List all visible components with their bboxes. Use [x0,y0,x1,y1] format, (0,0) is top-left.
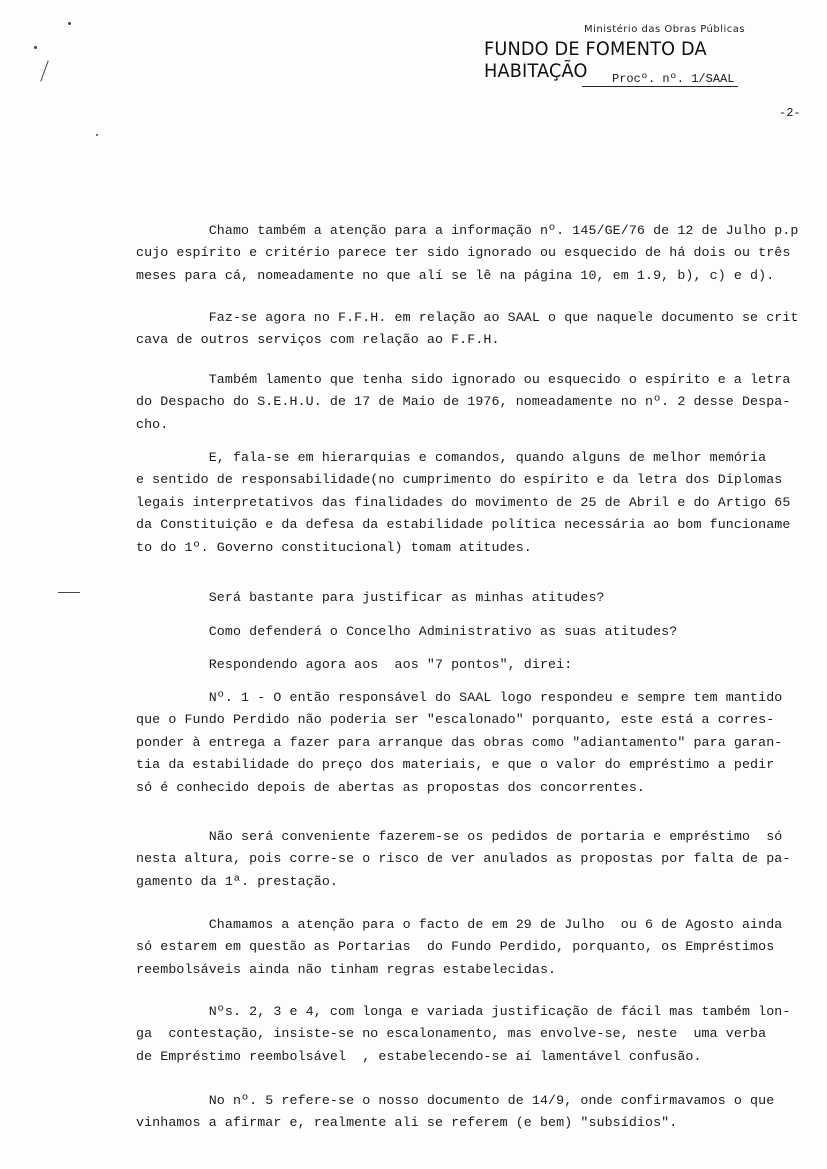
process-number: Procº. nº. 1/SAAL [582,72,738,87]
paragraph: No nº. 5 refere-se o nosso documento de 14/9, onde confirmavamos o que vinhamos a afirmar e, realmente ali se referem (e bem) "subsídios". [136,1093,775,1131]
paragraph: Faz-se agora no F.F.H. em relação ao SAAL o que naquele documento se crit cava de outros serviços com relação ao F.F.H. [136,310,799,348]
paragraph: Chamo também a atenção para a informação nº. 145/GE/76 de 12 de Julho p.p cujo espírito e critério parece ter sido ignorado ou esquecido de há dois ou três meses para cá, nomeadamente no que alí se lê na página 10, em 1.9, b), c) e d). [136,223,799,283]
paragraph: Chamamos a atenção para o facto de em 29 de Julho ou 6 de Agosto ainda só estarem em questão as Portarias do Fundo Perdido, porquanto, os Empréstimos reembolsáveis ainda não tinham regras estabelecidas. [136,917,783,977]
paragraph: Nº. 1 - O então responsável do SAAL logo respondeu e sempre tem mantido que o Fundo Perdido não poderia ser "escalonado" porquanto, este está a corres- ponder à entrega a fazer para arranque das obras como "adiantamento" para garan- tia da estabilidade do preço dos materiais, e que o valor do empréstimo a pedir só é conhecido depois de abertas as propostas dos concorrentes. [136,690,783,795]
paragraph: Também lamento que tenha sido ignorado ou esquecido o espírito e a letra do Despacho do S.E.H.U. de 17 de Maio de 1976, nomeadamente no nº. 2 desse Despa- cho. [136,372,791,432]
margin-mark [34,46,37,49]
paragraph: Como defenderá o Concelho Administrativo as suas atitudes? [136,624,678,639]
paragraph: Não será conveniente fazerem-se os pedidos de portaria e empréstimo só nesta altura, pois corre-se o risco de ver anulados as propostas por falta de pa- gamento da 1ª. prestação. [136,829,791,889]
margin-mark [40,60,48,81]
fund-name: FUNDO DE FOMENTO DA HABITAÇÃO [484,38,707,82]
margin-mark [96,134,98,136]
page-number: -2- [779,106,801,120]
ministry-name: Ministério das Obras Públicas [584,24,746,35]
paragraph: Respondendo agora aos aos "7 pontos", direi: [136,657,573,672]
paragraph: Será bastante para justificar as minhas atitudes? [136,590,605,605]
margin-mark [68,22,71,25]
paragraph: E, fala-se em hierarquias e comandos, quando alguns de melhor memória e sentido de responsabilidade(no cumprimento do espírito e da letra dos Diplomas legais interpretativos das finalidades do movimento de 25 de Abril e do Artigo 65 da Constituição e da defesa da estabilidade política necessária ao bom funcioname to do 1º. Governo constitucional) tomam atitudes. [136,450,791,555]
paragraph: Nºs. 2, 3 e 4, com longa e variada justificação de fácil mas também lon- ga contestação, insiste-se no escalonamento, mas envolve-se, neste uma verba de Empréstimo reembolsável , estabelecendo-se aí lamentável confusão. [136,1004,791,1064]
margin-mark [58,592,80,593]
